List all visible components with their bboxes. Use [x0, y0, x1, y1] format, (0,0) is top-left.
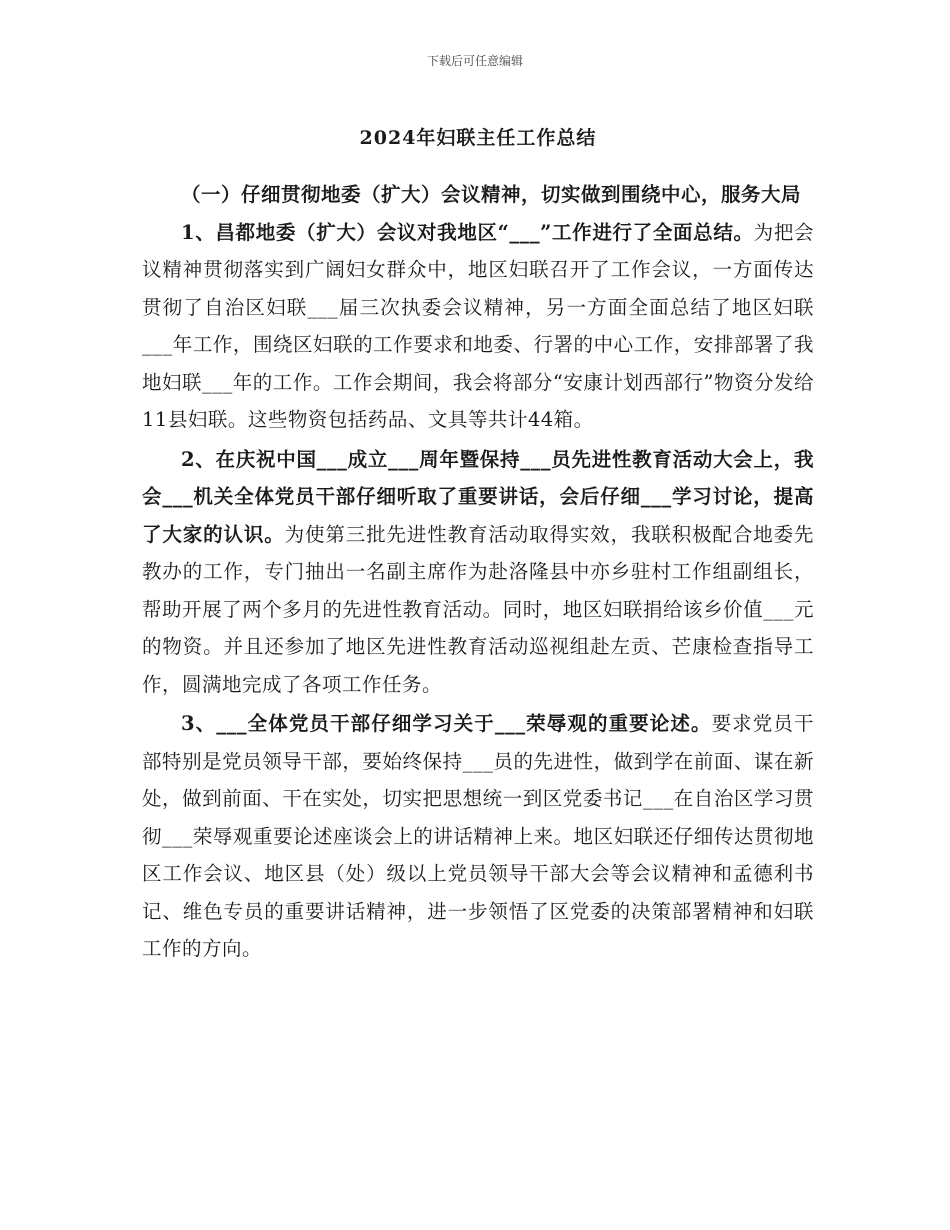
header-note: 下载后可任意编辑 — [426, 54, 523, 68]
section-heading: （一）仔细贯彻地委（扩大）会议精神，切实做到围绕中心，服务大局 — [181, 183, 802, 206]
paragraph-lead: 3、___全体党员干部仔细学习关于___荣辱观的重要论述。 — [181, 712, 712, 735]
paragraph-lead: 1、昌都地委（扩大）会议对我地区“___”工作进行了全面总结。 — [181, 220, 754, 244]
paragraph-lead: 2、在庆祝中国___成立___周年暨保持___员先进性教育活动大会上，我会___机关全体党员干部仔细听取了重要讲话，会后仔细___学习讨论，提高了大家的认识。 — [142, 447, 814, 546]
paragraph-body: 要求党员干部特别是党员领导干部，要始终保持___员的先进性，做到学在前面、谋在新处，做到前面、干在实处，切实把思想统一到区党委书记___在自治区学习贯彻___荣辱观重要论述座谈会上的讲话精神上来。地区妇联还仔细传达贯彻地区工作会议、地区县（处）级以上党员领导干部大会等会议精神和孟德利书记、维色专员的重要讲话精神，进一步领悟了区党委的决策部署精神和妇联工作的方向。 — [142, 712, 814, 960]
paragraph-body: 为使第三批先进性教育活动取得实效，我联积极配合地委先教办的工作，专门抽出一名副主席作为赴洛隆县中亦乡驻村工作组副组长，帮助开展了两个多月的先进性教育活动。同时，地区妇联捐给该乡价值___元的物资。并且还参加了地区先进性教育活动巡视组赴左贡、芒康检查指导工作，圆满地完成了各项工作任务。 — [142, 522, 814, 696]
paragraph-1 — [142, 214, 814, 439]
paragraph-body: 为把会议精神贯彻落实到广阔妇女群众中，地区妇联召开了工作会议，一方面传达贯彻了自治区妇联___届三次执委会议精神，另一方面全面总结了地区妇联___年工作，围绕区妇联的工作要求和地委、行署的中心工作，安排部署了我地妇联___年的工作。工作会期间，我会将部分“安康计划西部行”物资分发给11县妇联。这些物资包括药品、文具等共计44箱。 — [142, 220, 814, 431]
document-body — [142, 118, 814, 970]
document-title: 2024年妇联主任工作总结 — [359, 127, 597, 149]
paragraph-2 — [142, 441, 814, 704]
paragraph-3 — [142, 705, 814, 968]
